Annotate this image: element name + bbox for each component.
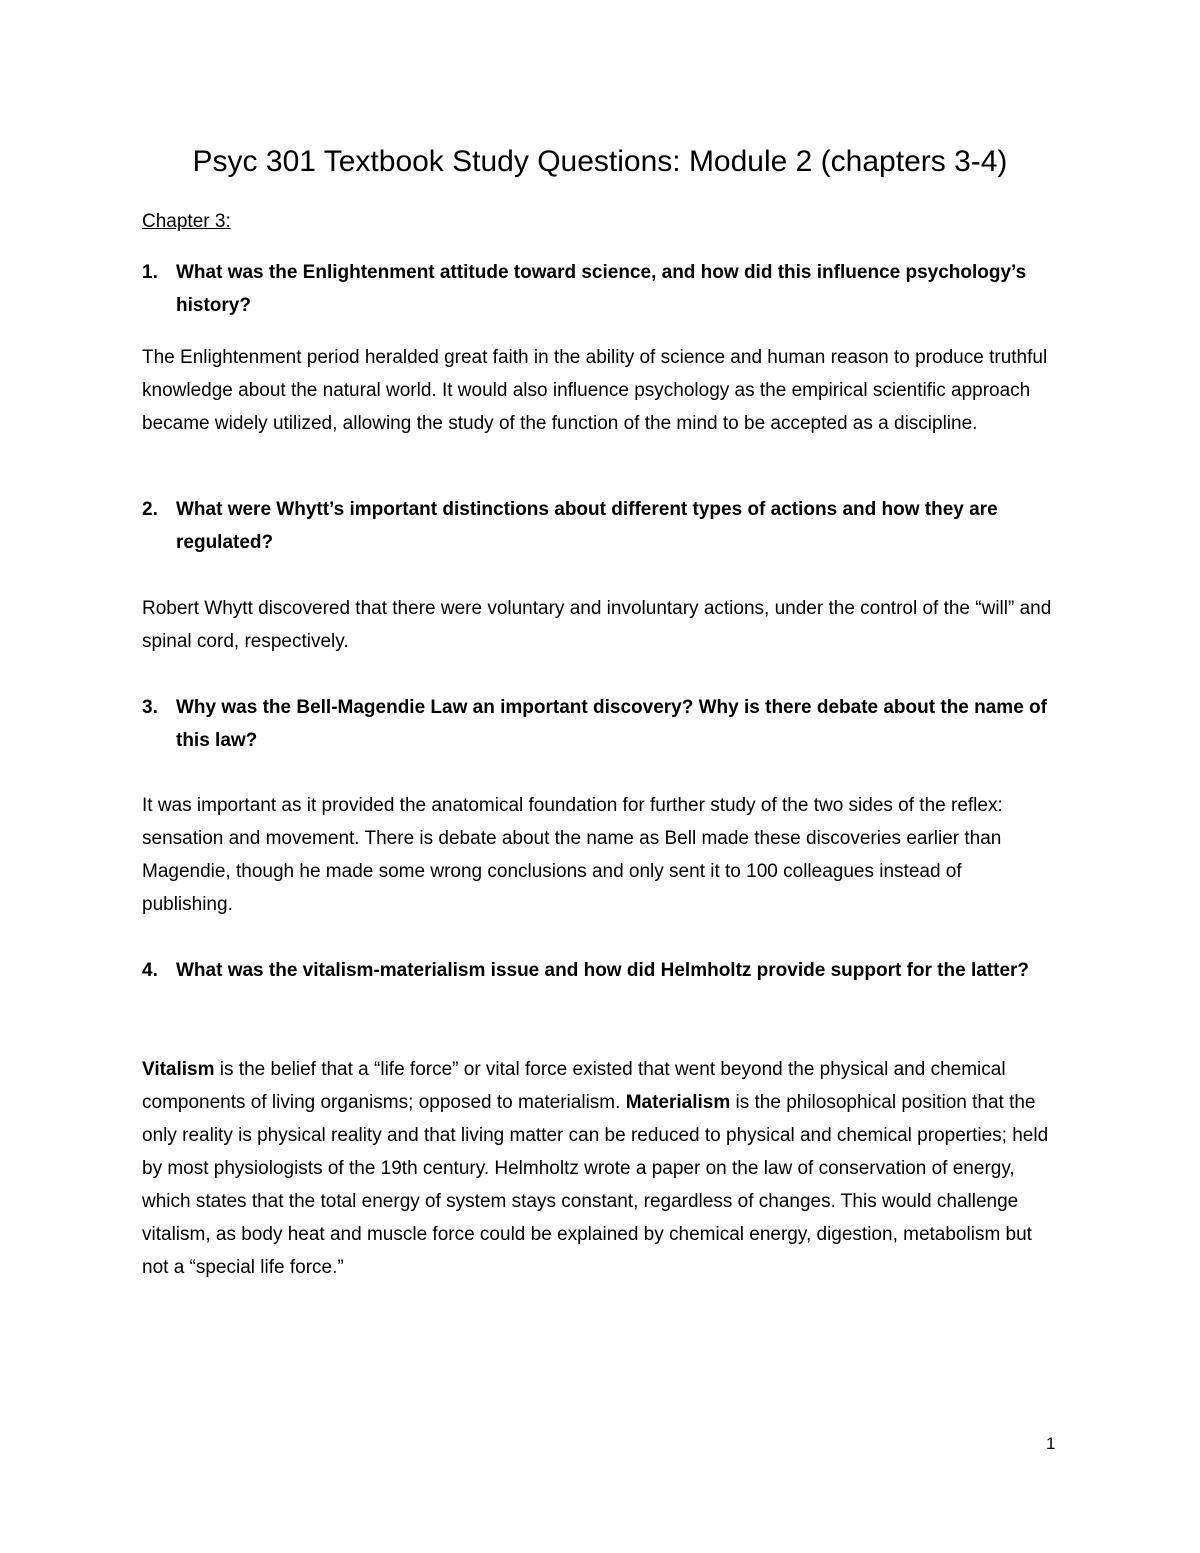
question-4-number: 4.	[142, 960, 158, 981]
answer-1: The Enlightenment period heralded great faith in the ability of science and human reason to produce truthful knowledge about the natural world. It would also influence psychology as the empirical scientific approach became widely utilized, allowing the study of the function of the mind to be accepted as a discipline.	[142, 347, 1048, 434]
answer-4	[142, 1053, 1057, 1284]
question-4-text: What was the vitalism-materialism issue and how did Helmholtz provide support for the latter?	[176, 960, 1030, 981]
answer-4-part-1: is the belief that a “life force” or vital force existed that went beyond the physical and chemical components of living organisms; opposed to materialism.	[142, 1059, 1006, 1113]
question-3-text: Why was the Bell-Magendie Law an important discovery? Why is there debate about the name of this law?	[176, 697, 1047, 751]
question-4	[142, 954, 1072, 987]
answer-4-part-2: is the philosophical position that the only reality is physical reality and that living matter can be reduced to physical and chemical properties; held by most physiologists of the 19th century. Helmholtz wrote a paper on the law of conservation of energy, which states that the total energy of system stays constant, regardless of changes. This would challenge vitalism, as body heat and muscle force could be explained by chemical energy, digestion, metabolism but not a “special life force.”	[142, 1092, 1049, 1278]
question-3-number: 3.	[142, 697, 158, 718]
question-1	[142, 256, 1072, 322]
question-2-text: What were Whytt’s important distinctions about different types of actions and how they are regulated?	[176, 499, 998, 553]
page-number: 1	[1046, 1434, 1056, 1453]
term-materialism: Materialism	[625, 1092, 731, 1113]
answer-3: It was important as it provided the anatomical foundation for further study of the two sides of the reflex: sensation and movement. There is debate about the name as Bell made these discoveries earlier than Magendie, though he made some wrong conclusions and only sent it to 100 colleagues instead of publishing.	[142, 795, 1003, 915]
chapter-heading: Chapter 3:	[142, 211, 231, 232]
question-2	[142, 493, 1072, 559]
answer-2: Robert Whytt discovered that there were voluntary and involuntary actions, under the control of the “will” and spinal cord, respectively.	[142, 598, 1052, 652]
document-title: Psyc 301 Textbook Study Questions: Module 2 (chapters 3-4)	[192, 145, 1008, 178]
question-2-number: 2.	[142, 499, 158, 520]
question-3	[142, 691, 1072, 757]
question-1-number: 1.	[142, 262, 158, 283]
term-vitalism: Vitalism	[142, 1059, 215, 1080]
question-1-text: What was the Enlightenment attitude toward science, and how did this influence psychology’s history?	[176, 262, 1027, 316]
